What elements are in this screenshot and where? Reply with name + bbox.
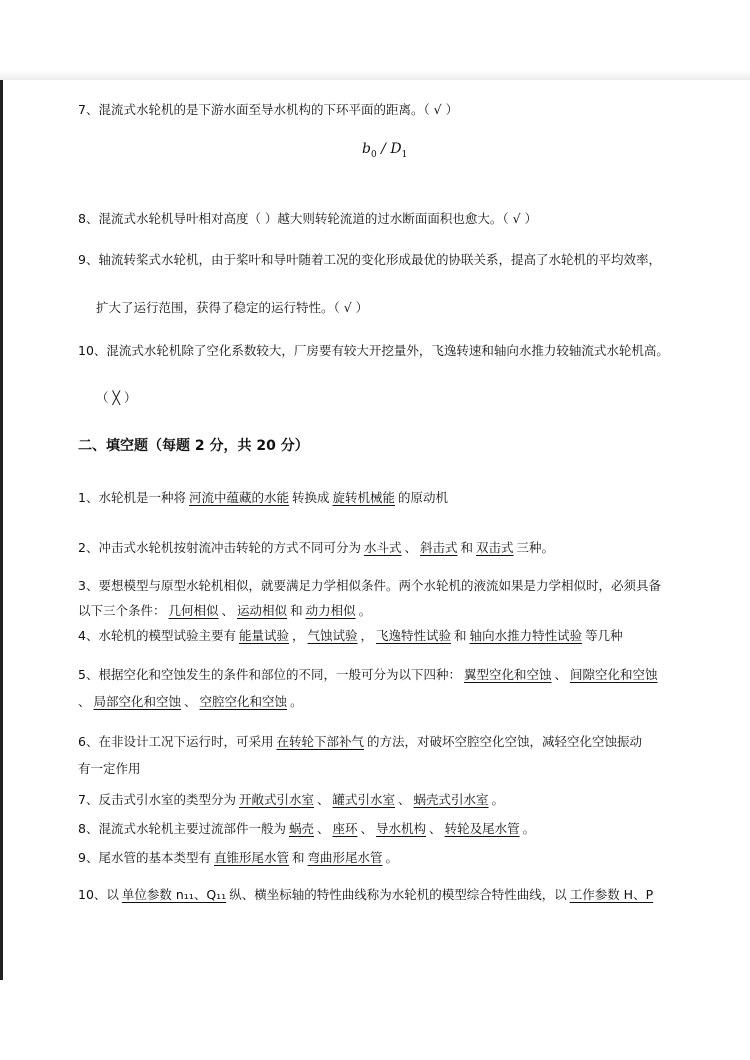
answer-blank: 斜击式 bbox=[420, 540, 458, 555]
fill-question-1 bbox=[78, 489, 718, 507]
answer-blank: 导水机构 bbox=[376, 821, 427, 836]
text-segment: 和 bbox=[290, 603, 303, 618]
formula-d-sub: 1 bbox=[401, 149, 408, 160]
formula-d: D bbox=[390, 141, 402, 157]
text-segment: 、 bbox=[184, 694, 197, 709]
answer-blank: 开敞式引水室 bbox=[238, 792, 314, 807]
page-top-band bbox=[0, 0, 750, 80]
answer-blank: 运动相似 bbox=[237, 603, 288, 618]
fill-question-4 bbox=[78, 627, 718, 645]
text-segment: 的原动机 bbox=[398, 490, 449, 505]
fill-question-3-line-1: 3、要想模型与原型水轮机相似，就要满足力学相似条件。两个水轮机的液流如果是力学相似时，必须具备 bbox=[78, 578, 661, 593]
answer-blank: 旋转机械能 bbox=[332, 490, 396, 505]
fill-question-8 bbox=[78, 820, 718, 838]
answer-blank: 转轮及尾水管 bbox=[444, 821, 520, 836]
answer-blank: 局部空化和空蚀 bbox=[93, 694, 182, 709]
fill-question-2 bbox=[78, 539, 718, 557]
text-segment: 7、反击式引水室的类型分为 bbox=[78, 792, 236, 807]
text-segment: 、 bbox=[78, 694, 91, 709]
answer-blank: 蜗壳 bbox=[288, 821, 314, 836]
section-heading-fill-in: 二、填空题（每题 2 分，共 20 分） bbox=[78, 438, 309, 454]
answer-blank: 在转轮下部补气 bbox=[276, 734, 364, 749]
text-segment: 。 bbox=[491, 792, 505, 807]
tf-question-7: 7、混流式水轮机的是下游水面至导水机构的下环平面的距离。（ √ ） bbox=[78, 102, 459, 117]
fill-question-3-line-2 bbox=[78, 602, 718, 620]
formula-b-sub: 0 bbox=[370, 149, 377, 160]
text-segment: 2、冲击式水轮机按射流冲击转轮的方式不同可分为 bbox=[78, 540, 361, 555]
fill-question-7 bbox=[78, 791, 718, 809]
answer-blank: 工作参数 H、P bbox=[569, 887, 654, 902]
answer-blank: 翼型空化和空蚀 bbox=[463, 667, 552, 682]
formula-b0-over-d1: $b_0 / D_1$ bbox=[362, 141, 408, 160]
text-segment: 以下三个条件： bbox=[78, 603, 166, 618]
answer-blank: 间隙空化和空蚀 bbox=[570, 667, 658, 682]
tf-question-8: 8、混流式水轮机导叶相对高度（ ）越大则转轮流道的过水断面面积也愈大。（ √ ） bbox=[78, 211, 538, 226]
text-segment: 4、水轮机的模型试验主要有 bbox=[78, 628, 236, 643]
text-segment: 5、根据空化和空蚀发生的条件和部位的不同，一般可分为以下四种： bbox=[78, 667, 461, 682]
answer-blank: 能量试验 bbox=[238, 628, 289, 643]
answer-blank: 座环 bbox=[332, 821, 358, 836]
text-segment: 和 bbox=[454, 628, 467, 643]
fill-question-5-line-1 bbox=[78, 666, 718, 684]
fill-question-10 bbox=[78, 886, 718, 904]
answer-blank: 罐式引水室 bbox=[332, 792, 396, 807]
text-segment: 、 bbox=[221, 603, 235, 618]
text-segment: 的方法，对破坏空腔空化空蚀，减轻空化空蚀振动 bbox=[366, 734, 642, 749]
text-segment: 、 bbox=[404, 540, 417, 555]
tf-question-9-line-1: 9、轴流转桨式水轮机，由于桨叶和导叶随着工况的变化形成最优的协联关系，提高了水轮机的平均效率， bbox=[78, 252, 661, 267]
text-segment: 8、混流式水轮机主要过流部件一般为 bbox=[78, 821, 286, 836]
text-segment: 9、尾水管的基本类型有 bbox=[78, 850, 211, 865]
text-segment: 6、在非设计工况下运行时，可采用 bbox=[78, 734, 274, 749]
fill-question-6-line-2: 有一定作用 bbox=[78, 761, 141, 776]
answer-blank: 双击式 bbox=[476, 540, 514, 555]
text-segment: 10、以 bbox=[78, 887, 119, 902]
text-segment: ， bbox=[291, 628, 305, 643]
answer-blank: 几何相似 bbox=[168, 603, 219, 618]
answer-blank: 蜗壳式引水室 bbox=[413, 792, 489, 807]
text-segment: 。 bbox=[385, 850, 399, 865]
text-segment: 。 bbox=[522, 821, 536, 836]
answer-blank: 轴向水推力特性试验 bbox=[469, 628, 583, 643]
text-segment: 和 bbox=[460, 540, 474, 555]
tf-question-10-line-2: （ ╳ ） bbox=[96, 390, 137, 405]
answer-blank: 动力相似 bbox=[305, 603, 356, 618]
text-segment: ， bbox=[360, 628, 374, 643]
fill-question-5-line-2 bbox=[78, 693, 718, 711]
text-segment: 、 bbox=[398, 792, 411, 807]
text-segment: 、 bbox=[554, 667, 567, 682]
text-segment: 、 bbox=[316, 821, 330, 836]
answer-blank: 水斗式 bbox=[363, 540, 402, 555]
text-segment: 。 bbox=[290, 694, 303, 709]
text-segment: 、 bbox=[360, 821, 374, 836]
answer-blank: 气蚀试验 bbox=[307, 628, 358, 643]
answer-blank: 弯曲形尾水管 bbox=[307, 850, 383, 865]
text-segment: 转换成 bbox=[291, 490, 330, 505]
answer-blank: 飞逸特性试验 bbox=[376, 628, 452, 643]
text-segment: 和 bbox=[291, 850, 305, 865]
answer-blank: 单位参数 n₁₁、Q₁₁ bbox=[121, 887, 227, 902]
text-segment: 、 bbox=[429, 821, 442, 836]
text-segment: 1、水轮机是一种将 bbox=[78, 490, 186, 505]
text-segment: 三种。 bbox=[516, 540, 555, 555]
answer-blank: 空腔空化和空蚀 bbox=[199, 694, 288, 709]
formula-b: b bbox=[362, 141, 371, 157]
fill-question-6-line-1 bbox=[78, 733, 718, 751]
answer-blank: 河流中蕴藏的水能 bbox=[188, 490, 289, 505]
page-left-border bbox=[0, 80, 3, 980]
text-segment: 纵、横坐标轴的特性曲线称为水轮机的模型综合特性曲线，以 bbox=[229, 887, 567, 902]
tf-question-9-line-2: 扩大了运行范围，获得了稳定的运行特性。（ √ ） bbox=[96, 300, 369, 315]
text-segment: 、 bbox=[316, 792, 330, 807]
fill-question-9 bbox=[78, 849, 718, 867]
tf-question-10-line-1: 10、混流式水轮机除了空化系数较大，厂房要有较大开挖量外，飞逸转速和轴向水推力较轴流式水轮机高。 bbox=[78, 343, 669, 358]
text-segment: 等几种 bbox=[585, 628, 623, 643]
answer-blank: 直锥形尾水管 bbox=[213, 850, 289, 865]
text-segment: 。 bbox=[358, 603, 372, 618]
